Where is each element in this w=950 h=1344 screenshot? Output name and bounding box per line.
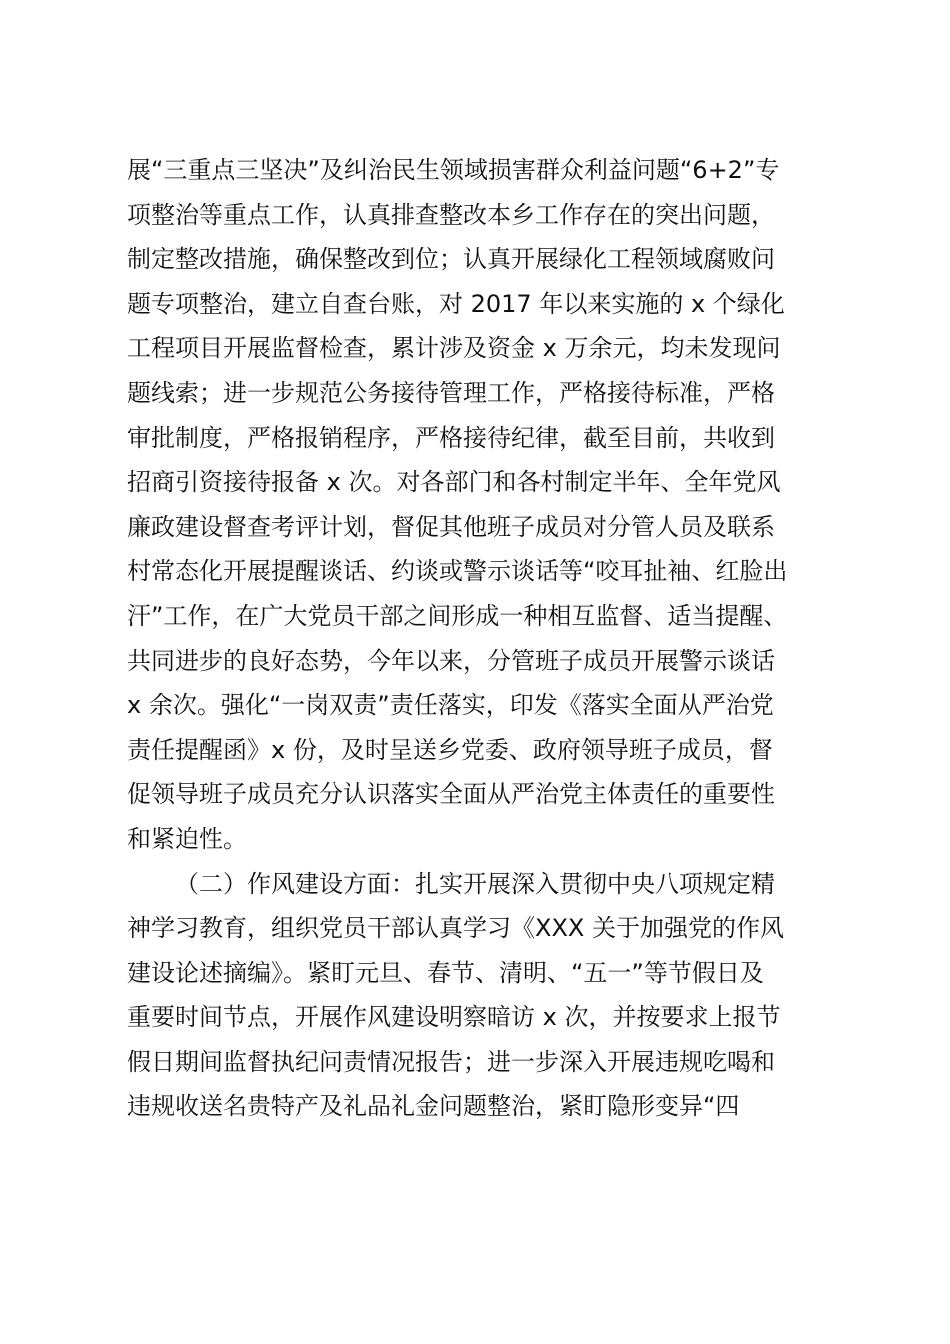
text-line: 工程项目开展监督检查，累计涉及资金 x 万余元，均未发现问 bbox=[127, 334, 781, 363]
text-line: 促领导班子成员充分认识落实全面从严治党主体责任的重要性 bbox=[127, 780, 775, 809]
paragraph-2 bbox=[127, 862, 831, 1130]
text-line: 假日期间监督执纪问责情况报告；进一步深入开展违规吃喝和 bbox=[127, 1047, 775, 1076]
text-line: 廉政建设督查考评计划，督促其他班子成员对分管人员及联系 bbox=[127, 512, 775, 541]
section-heading-line: （二）作风建设方面：扎实开展深入贯彻中央八项规定精 bbox=[175, 869, 775, 898]
text-line: 展“三重点三坚决”及纠治民生领域损害群众利益问题“6+2”专 bbox=[127, 156, 780, 184]
text-line: 神学习教育，组织党员干部认真学习《XXX 关于加强党的作风 bbox=[127, 914, 784, 943]
text-line: 和紧迫性。 bbox=[127, 824, 247, 853]
text-line: 村常态化开展提醒谈话、约谈或警示谈话等“咬耳扯袖、红脸出 bbox=[127, 557, 788, 586]
text-line: 重要时间节点，开展作风建设明察暗访 x 次，并按要求上报节 bbox=[127, 1003, 781, 1032]
text-line: 题线索；进一步规范公务接待管理工作，严格接待标准，严格 bbox=[127, 378, 775, 407]
text-line: 题专项整治，建立自查台账，对 2017 年以来实施的 x 个绿化 bbox=[127, 289, 785, 318]
text-line: 汗”工作，在广大党员干部之间形成一种相互监督、适当提醒、 bbox=[127, 601, 788, 630]
paragraph-1 bbox=[127, 148, 831, 862]
text-line: x 余次。强化“一岗双责”责任落实，印发《落实全面从严治党 bbox=[127, 691, 774, 720]
text-line: 招商引资接待报备 x 次。对各部门和各村制定半年、全年党风 bbox=[127, 468, 781, 497]
document-body bbox=[127, 148, 831, 1129]
text-line: 违规收送名贵特产及礼品礼金问题整治，紧盯隐形变异“四 bbox=[127, 1092, 740, 1121]
text-line: 审批制度，严格报销程序，严格接待纪律，截至目前，共收到 bbox=[127, 423, 775, 452]
text-line: 制定整改措施，确保整改到位；认真开展绿化工程领域腐败问 bbox=[127, 245, 775, 274]
text-line: 共同进步的良好态势，今年以来，分管班子成员开展警示谈话 bbox=[127, 646, 775, 675]
text-line: 建设论述摘编》。紧盯元旦、春节、清明、“五一”等节假日及 bbox=[127, 958, 764, 987]
text-line: 项整治等重点工作，认真排查整改本乡工作存在的突出问题， bbox=[127, 200, 775, 229]
text-line: 责任提醒函》x 份，及时呈送乡党委、政府领导班子成员，督 bbox=[127, 735, 773, 764]
